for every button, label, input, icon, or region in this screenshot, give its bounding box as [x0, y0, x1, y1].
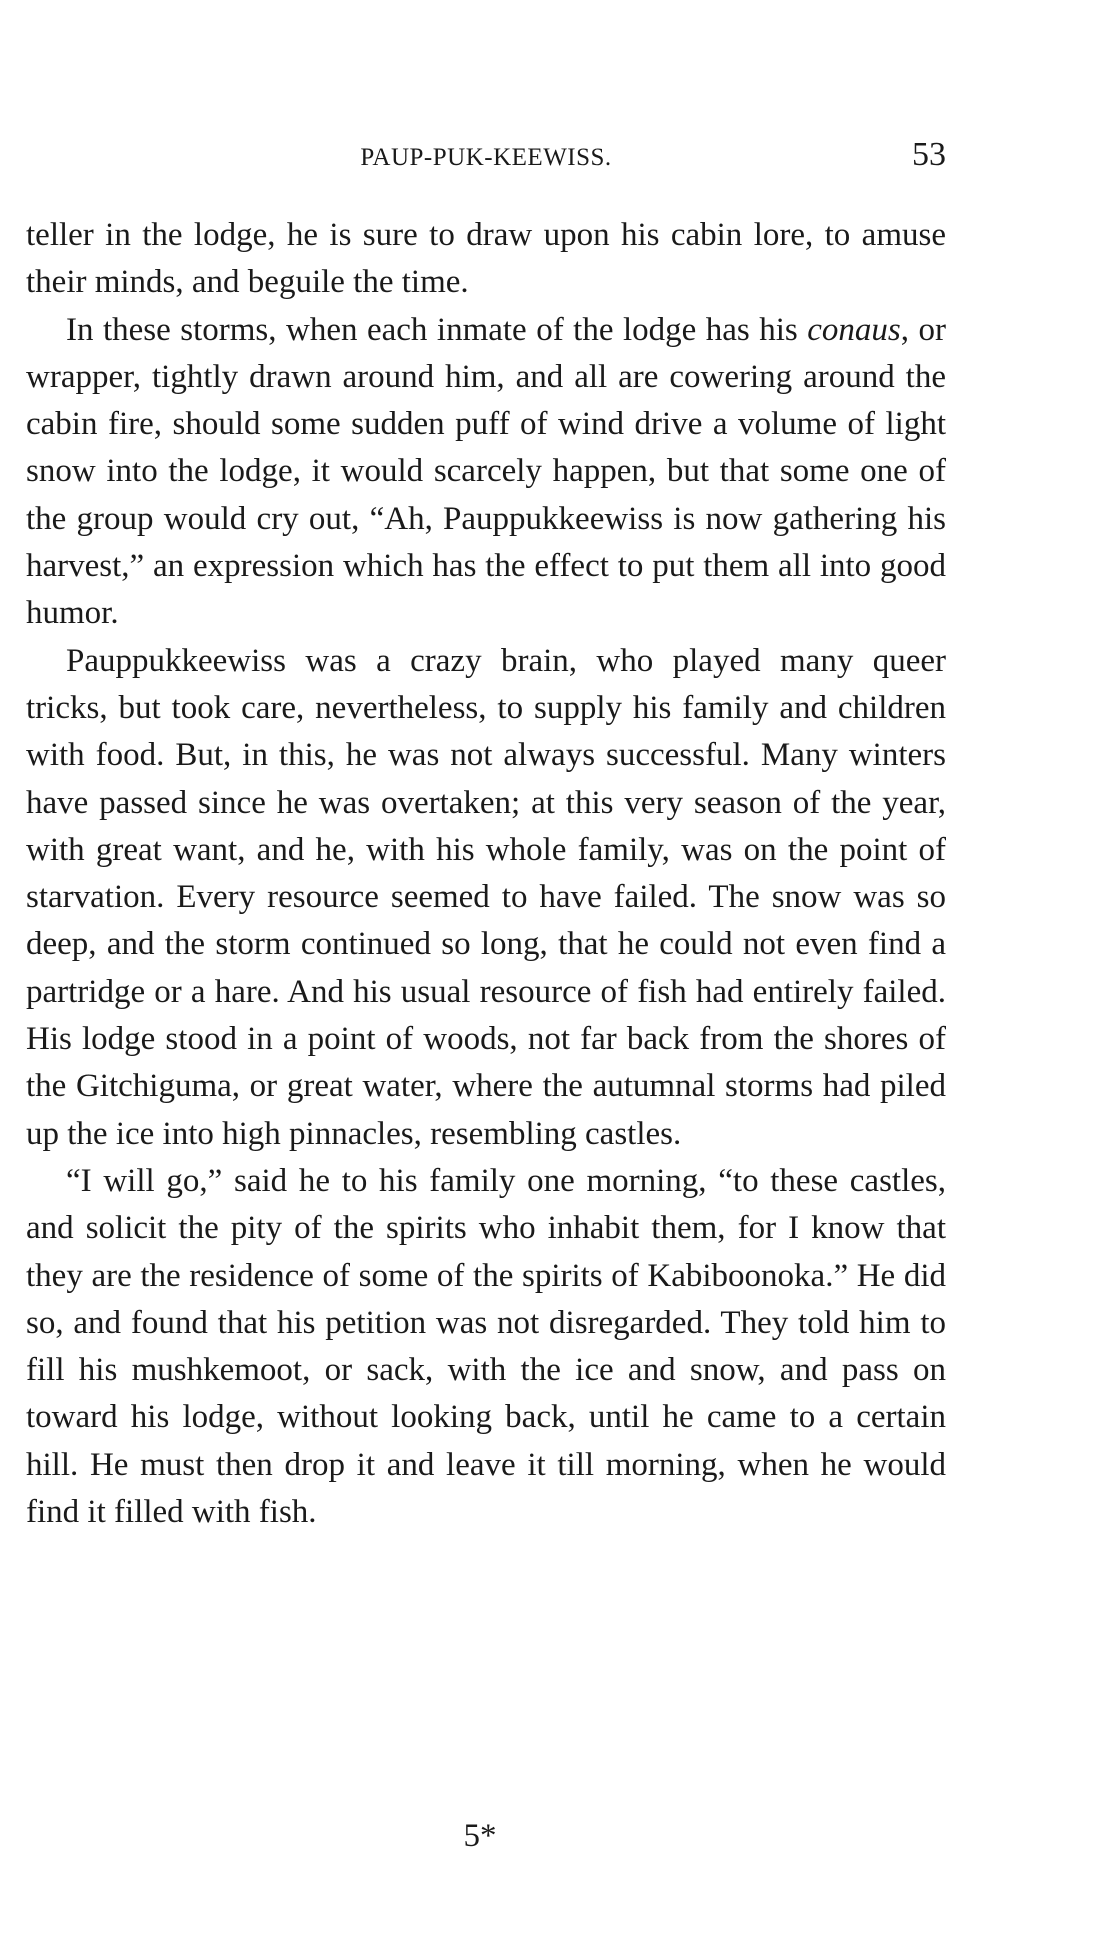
paragraph-continuation: teller in the lodge, he is sure to draw upon his cabin lore, to amuse their minds, and beguile the time. — [26, 217, 946, 301]
paragraph-castles: “I will go,” said he to his family one morning, “to these castles, and solicit the pity of the spirits who inhabit them, for I know that they are the residence of some of the spirits of Kabiboonoka.” He did so, and found that his petition was not disregarded. They told him to fill his mushkemoot, or sack, with the ice and snow, and pass on toward his lodge, without looking back, until he came to a certain hill. He must then drop it and leave it till morning, when he would find it filled with fish. — [26, 1162, 946, 1531]
running-title: PAUP-PUK-KEEWISS. — [360, 144, 612, 171]
signature-mark: 5* — [463, 1818, 497, 1854]
page-number: 53 — [912, 136, 946, 173]
running-head — [26, 136, 946, 176]
paragraph-storms-start: In these storms, when each inmate of the lodge has his — [66, 311, 808, 348]
paragraph-storms-end: , or wrapper, tightly drawn around him, and all are cowering around the cabin fire, should some sudden puff of wind drive a volume of light snow into the lodge, it would scarcely happen, but that some one of the group would cry out, “Ah, Pauppukkeewiss is now gathering his harvest,” an expression which has the effect to put them all into good humor. — [26, 311, 946, 632]
paragraph-storms — [26, 307, 946, 638]
body-text — [26, 212, 946, 1536]
paragraph-pauppukkeewiss: Pauppukkeewiss was a crazy brain, who played many queer tricks, but took care, nevertheless, to supply his family and children with food. But, in this, he was not always successful. Many winters have passed since he was overtaken; at this very season of the year, with great want, and he, with his whole family, was on the point of starvation. Every resource seemed to have failed. The snow was so deep, and the storm continued so long, that he could not even find a partridge or a hare. And his usual resource of fish had entirely failed. His lodge stood in a point of woods, not far back from the shores of the Gitchiguma, or great water, where the autumnal storms had piled up the ice into high pinnacles, resembling castles. — [26, 642, 946, 1152]
conaus-term: conaus — [807, 311, 901, 348]
